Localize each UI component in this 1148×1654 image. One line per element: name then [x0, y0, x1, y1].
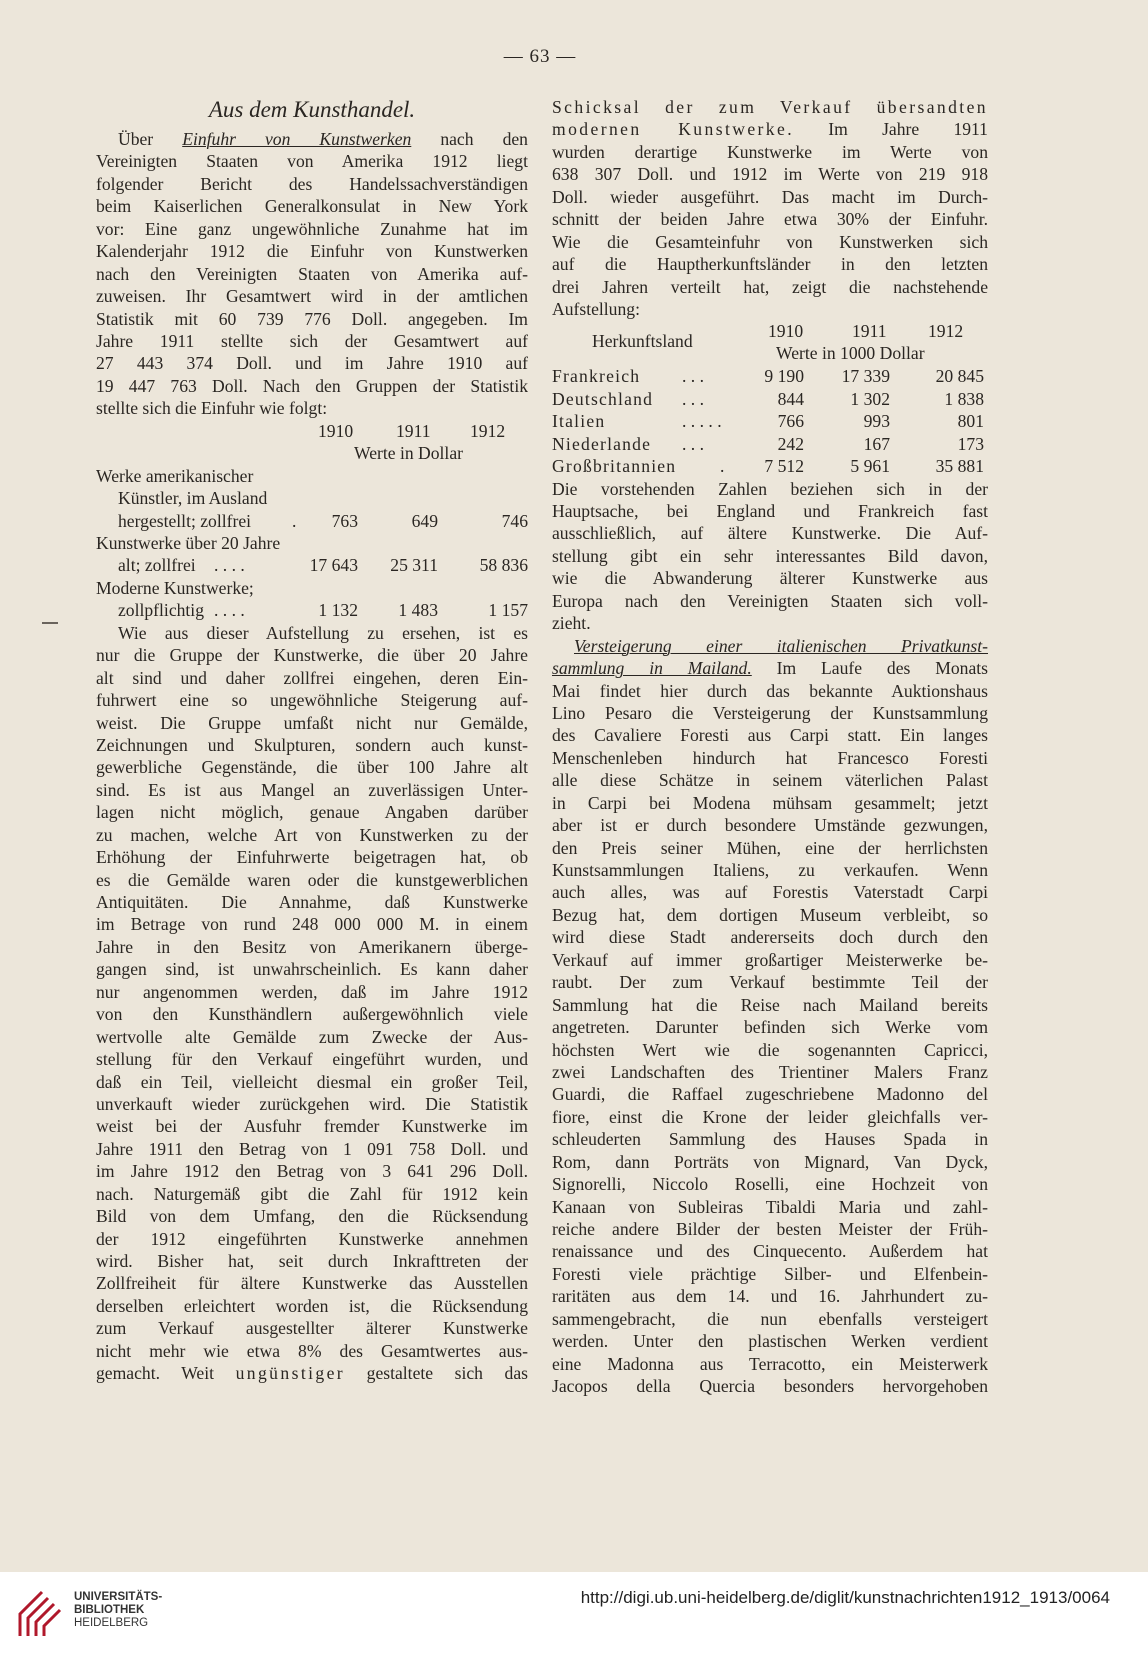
text-line: zum Verkauf ausgestellter älterer Kunstwerke: [96, 1318, 528, 1339]
footer-bar: [0, 1572, 1148, 1654]
text-line: Zeichnungen und Skulpturen, sondern auch kunst-: [96, 734, 528, 755]
text-line: sind. Es ist aus Mangel an zuverlässigen Unter-: [96, 779, 528, 800]
text-line: wird diese Stadt andererseits doch durch den: [552, 927, 988, 948]
text-line: alt sind und daher zollfrei eingehen, deren Ein-: [96, 667, 528, 688]
text-line: Schicksal der zum Verkauf übersandten: [552, 97, 988, 117]
year-header: 1912: [928, 321, 964, 342]
table-row: Moderne Kunstwerke;: [96, 577, 254, 598]
text-line: vor: Eine ganz ungewöhnliche Zunahme hat im: [96, 218, 528, 239]
text-line: weist bei der Ausfuhr fremder Kunstwerke im: [96, 1116, 528, 1137]
topic-heading: Einfuhr von Kunstwerken: [182, 129, 412, 149]
text-line: raubt. Der zum Verkauf bestimmte Teil der: [552, 972, 988, 993]
text-line: ausschließlich, auf ältere Kunstwerke. Die Auf-: [552, 523, 988, 544]
text-line: nur angenommen werden, daß im Jahre 1912: [96, 981, 528, 1002]
text-line: wertvolle alte Gemälde zum Zwecke der Aus-: [96, 1026, 528, 1047]
table-row: alt; zollfrei . . . . 17 643 25 311 58 836: [118, 555, 528, 576]
text-line: 19 447 763 Doll. Nach den Gruppen der Statistik: [96, 375, 528, 396]
unit-label: Werte in 1000 Dollar: [776, 343, 925, 364]
table-row: Niederlande . . . 242 167 173: [552, 433, 984, 454]
text-line: 27 443 374 Doll. und im Jahre 1910 auf: [96, 353, 528, 374]
library-name: UNIVERSITÄTS- BIBLIOTHEK HEIDELBERG: [74, 1591, 163, 1629]
text-line: Kunstsammlungen Italiens, zu verkaufen. Wenn: [552, 860, 988, 880]
text-line: Doll. wieder ausgeführt. Das macht im Durch-: [552, 186, 988, 207]
text-line: höchsten Wert wie die sogenannten Capricci,: [552, 1039, 988, 1060]
text-line: beim Kaiserlichen Generalkonsulat in New York: [96, 196, 528, 217]
text-line: Jahre in den Besitz von Amerikanern überge-: [96, 936, 528, 957]
text-line: Europa nach den Vereinigten Staaten sich voll-: [552, 590, 988, 611]
text-line: von den Kunsthändlern außergewöhnlich viele: [96, 1004, 528, 1025]
text-line: zu machen, welche Art von Kunstwerken zu der: [96, 824, 528, 845]
text-line: Sammlung hat die Reise nach Mailand bereits: [552, 994, 988, 1015]
text-line: wird. Bisher hat, seit durch Inkrafttreten der: [96, 1251, 528, 1271]
text-line: renaissance und des Cinquecento. Außerdem hat: [552, 1241, 988, 1262]
text-line: weist. Die Gruppe umfaßt nicht nur Gemälde,: [96, 712, 528, 733]
text-line: Die vorstehenden Zahlen beziehen sich in der: [552, 478, 988, 499]
text-line: nach. Naturgemäß gibt die Zahl für 1912 kein: [96, 1183, 528, 1204]
year-header: 1911: [396, 420, 431, 441]
left-column: [96, 96, 528, 1385]
import-table-header: [96, 420, 528, 465]
text-line: den Preis seiner Mühen, eine der herrlichsten: [552, 837, 988, 858]
left-body-text: [96, 622, 528, 1362]
right-body-text: [552, 680, 988, 1398]
text-line: Bild von dem Umfang, den die Rücksendung: [96, 1206, 528, 1227]
text-line: schnitt der beiden Jahre etwa 30% der Einfuhr.: [552, 209, 988, 230]
intro-first-line: Über Einfuhr von Kunstwerken nach den: [118, 129, 528, 149]
text-line: unverkauft wieder zurückgehen wird. Die Statistik: [96, 1093, 528, 1114]
table-row: Kunstwerke über 20 Jahre: [96, 533, 281, 553]
text-line: stellung für den Verkauf eingeführt wurden, und: [96, 1049, 528, 1070]
text-line: in Carpi bei Modena mühsam gesammelt; jetzt: [552, 792, 988, 813]
text-line: zieht.: [552, 613, 591, 634]
text-line: auf die Hauptherkunftsländer in den letzten: [552, 254, 988, 275]
text-line: es die Gemälde waren oder die kunstgewerblichen: [96, 869, 528, 890]
auction-heading: Versteigerung einer italienischen Privatkunst-: [574, 635, 988, 656]
text-line: Aufstellung:: [552, 298, 640, 319]
text-line: zwei Landschaften des Trientiner Malers Franz: [552, 1061, 988, 1082]
table-row: Frankreich . . . 9 190 17 339 20 845: [552, 366, 984, 387]
text-line: Zollfreiheit für ältere Kunstwerke das Ausstellen: [96, 1273, 528, 1294]
text-line: eine Madonna aus Terracotto, ein Meisterwerk: [552, 1353, 988, 1374]
table-row: Deutschland . . . 844 1 302 1 838: [552, 388, 984, 409]
text-line: im Jahre 1912 den Betrag von 3 641 296 Doll.: [96, 1161, 528, 1182]
text-line: der 1912 eingeführten Kunstwerke annehmen: [96, 1228, 528, 1249]
country-table-body: [552, 365, 988, 477]
source-url: http://digi.ub.uni-heidelberg.de/diglit/kunstnachrichten1912_1913/0064: [580, 1588, 1110, 1607]
text-line: wurden derartige Kunstwerke im Werte von: [552, 141, 988, 162]
text-line: Menschenleben hindurch hat Francesco Foresti: [552, 747, 988, 768]
text-line: alle diese Schätze in seinem väterlichen Palast: [552, 770, 988, 791]
table-row: Großbritannien . 7 512 5 961 35 881: [552, 456, 984, 477]
text-line: nach den Vereinigten Staaten von Amerika auf-: [96, 263, 528, 284]
text-line: stellung gibt ein sehr interessantes Bild davon,: [552, 545, 988, 566]
text-line: Rom, dann Porträts von Mignard, Van Dyck,: [552, 1151, 988, 1172]
country-table-header: [552, 320, 988, 365]
text-line: wie die Abwanderung älterer Kunstwerke aus: [552, 568, 988, 589]
text-line: gemacht. Weit ungünstiger gestaltete sich das: [96, 1363, 528, 1384]
text-line: Guardi, die Raffael zugeschriebene Madonno del: [552, 1084, 988, 1105]
text-line: Wie die Gesamteinfuhr von Kunstwerken sich: [552, 231, 988, 252]
section-title: Aus dem Kunsthandel.: [208, 97, 416, 122]
text-line: Foresti viele prächtige Silber- und Elfenbein-: [552, 1263, 988, 1284]
text-line: Mai findet hier durch das bekannte Auktionshaus: [552, 680, 988, 701]
text-line: Jahre 1911 stellte sich der Gesamtwert auf: [96, 330, 528, 351]
text-line: Kanaan von Subleiras Tibaldi Maria und zahl-: [552, 1196, 988, 1217]
year-header: 1910: [318, 420, 354, 441]
table-row: zollpflichtig . . . . 1 132 1 483 1 157: [118, 600, 528, 621]
text-line: drei Jahren verteilt hat, zeigt die nachstehende: [552, 276, 988, 297]
right-column: [552, 96, 988, 1398]
text-line: sammlung in Mailand. Im Laufe des Monats: [552, 658, 988, 679]
text-line: Jacopos della Quercia besonders hervorgehoben: [552, 1376, 988, 1397]
text-line: Vereinigten Staaten von Amerika 1912 liegt: [96, 151, 528, 172]
text-line: Signorelli, Niccolo Roselli, eine Hochzeit von: [552, 1174, 988, 1195]
column-label: Herkunftsland: [592, 331, 693, 352]
text-line: daß ein Teil, vielleicht diesmal ein großer Teil,: [96, 1071, 528, 1092]
text-line: Erhöhung der Einfuhrwerte beigetragen hat, ob: [96, 847, 528, 868]
text-line: aber ist er durch besondere Umstände gezwungen,: [552, 815, 988, 836]
text-line: folgender Bericht des Handelssachverständigen: [96, 173, 528, 194]
table-row: Italien . . . . . 766 993 801: [552, 411, 984, 432]
text-line: fuhrwert eine so ungewöhnliche Steigerung auf-: [96, 690, 528, 711]
page-number: — 63 —: [503, 46, 577, 67]
year-header: 1911: [852, 321, 887, 342]
right-intro-text: [552, 141, 988, 321]
text-line: gewerbliche Gegenstände, die über 100 Jahre alt: [96, 757, 528, 778]
text-line: Wie aus dieser Aufstellung zu ersehen, ist es: [118, 622, 528, 643]
text-line: Lino Pesaro die Versteigerung der Kunstsammlung: [552, 702, 988, 723]
text-line: fiore, einst die Krone der leider gleichfalls ver-: [552, 1106, 988, 1127]
table-row: hergestellt; zollfrei . 763 649 746: [118, 510, 528, 531]
text-line: gangen sind, ist unwahrscheinlich. Es kann daher: [96, 959, 528, 980]
text-line: angetreten. Darunter befinden sich Werke vom: [552, 1017, 988, 1038]
text-line: Hauptsache, bei England und Frankreich fast: [552, 501, 988, 521]
text-line: Verkauf auf immer großartiger Meisterwerke be-: [552, 949, 988, 970]
text-line: modernen Kunstwerke. Im Jahre 1911: [552, 119, 988, 140]
margin-mark: [42, 622, 58, 624]
library-logo-icon: [14, 1584, 64, 1642]
text-line: Antiquitäten. Die Annahme, daß Kunstwerke: [96, 892, 528, 912]
table-row: Werke amerikanischer: [96, 465, 254, 486]
right-mid-text: [552, 478, 988, 635]
text-line: schleuderten Sammlung des Hauses Spada in: [552, 1129, 988, 1150]
year-header: 1912: [470, 420, 506, 441]
text-line: nicht mehr wie etwa 8% des Gesamtwertes aus-: [96, 1340, 528, 1361]
text-line: stellte sich die Einfuhr wie folgt:: [96, 398, 328, 419]
text-line: werden. Unter den plastischen Werken verdient: [552, 1331, 988, 1352]
text-line: 638 307 Doll. und 1912 im Werte von 219 918: [552, 164, 988, 185]
table-row: Künstler, im Ausland: [118, 488, 268, 509]
text-line: nur die Gruppe der Kunstwerke, die über 20 Jahre: [96, 645, 528, 666]
text-line: reiche andere Bilder der besten Meister der Früh-: [552, 1219, 988, 1239]
text-line: Jahre 1911 den Betrag von 1 091 758 Doll. und: [96, 1138, 528, 1159]
text-line: des Cavaliere Foresti aus Carpi statt. Ein langes: [552, 725, 988, 746]
text-line: Statistik mit 60 739 776 Doll. angegeben. Im: [96, 308, 528, 329]
text-line: raritäten aus dem 14. und 16. Jahrhundert zu-: [552, 1286, 988, 1307]
text-line: lagen nicht möglich, genaue Angaben darüber: [96, 802, 528, 823]
unit-label: Werte in Dollar: [354, 442, 463, 463]
text-line: derselben erleichtert worden ist, die Rücksendung: [96, 1295, 528, 1316]
text-line: Bezug hat, dem dortigen Museum verbleibt, so: [552, 904, 988, 925]
text-line: sammengebracht, die nun ebenfalls versteigert: [552, 1308, 988, 1329]
text-line: auch alles, was auf Forestis Vaterstadt Carpi: [552, 882, 988, 903]
text-line: zuweisen. Ihr Gesamtwert wird in der amtlichen: [96, 286, 528, 307]
year-header: 1910: [768, 321, 804, 342]
text-line: Kalenderjahr 1912 die Einfuhr von Kunstwerken: [96, 241, 528, 262]
text-line: im Betrage von rund 248 000 000 M. in einem: [96, 914, 528, 935]
